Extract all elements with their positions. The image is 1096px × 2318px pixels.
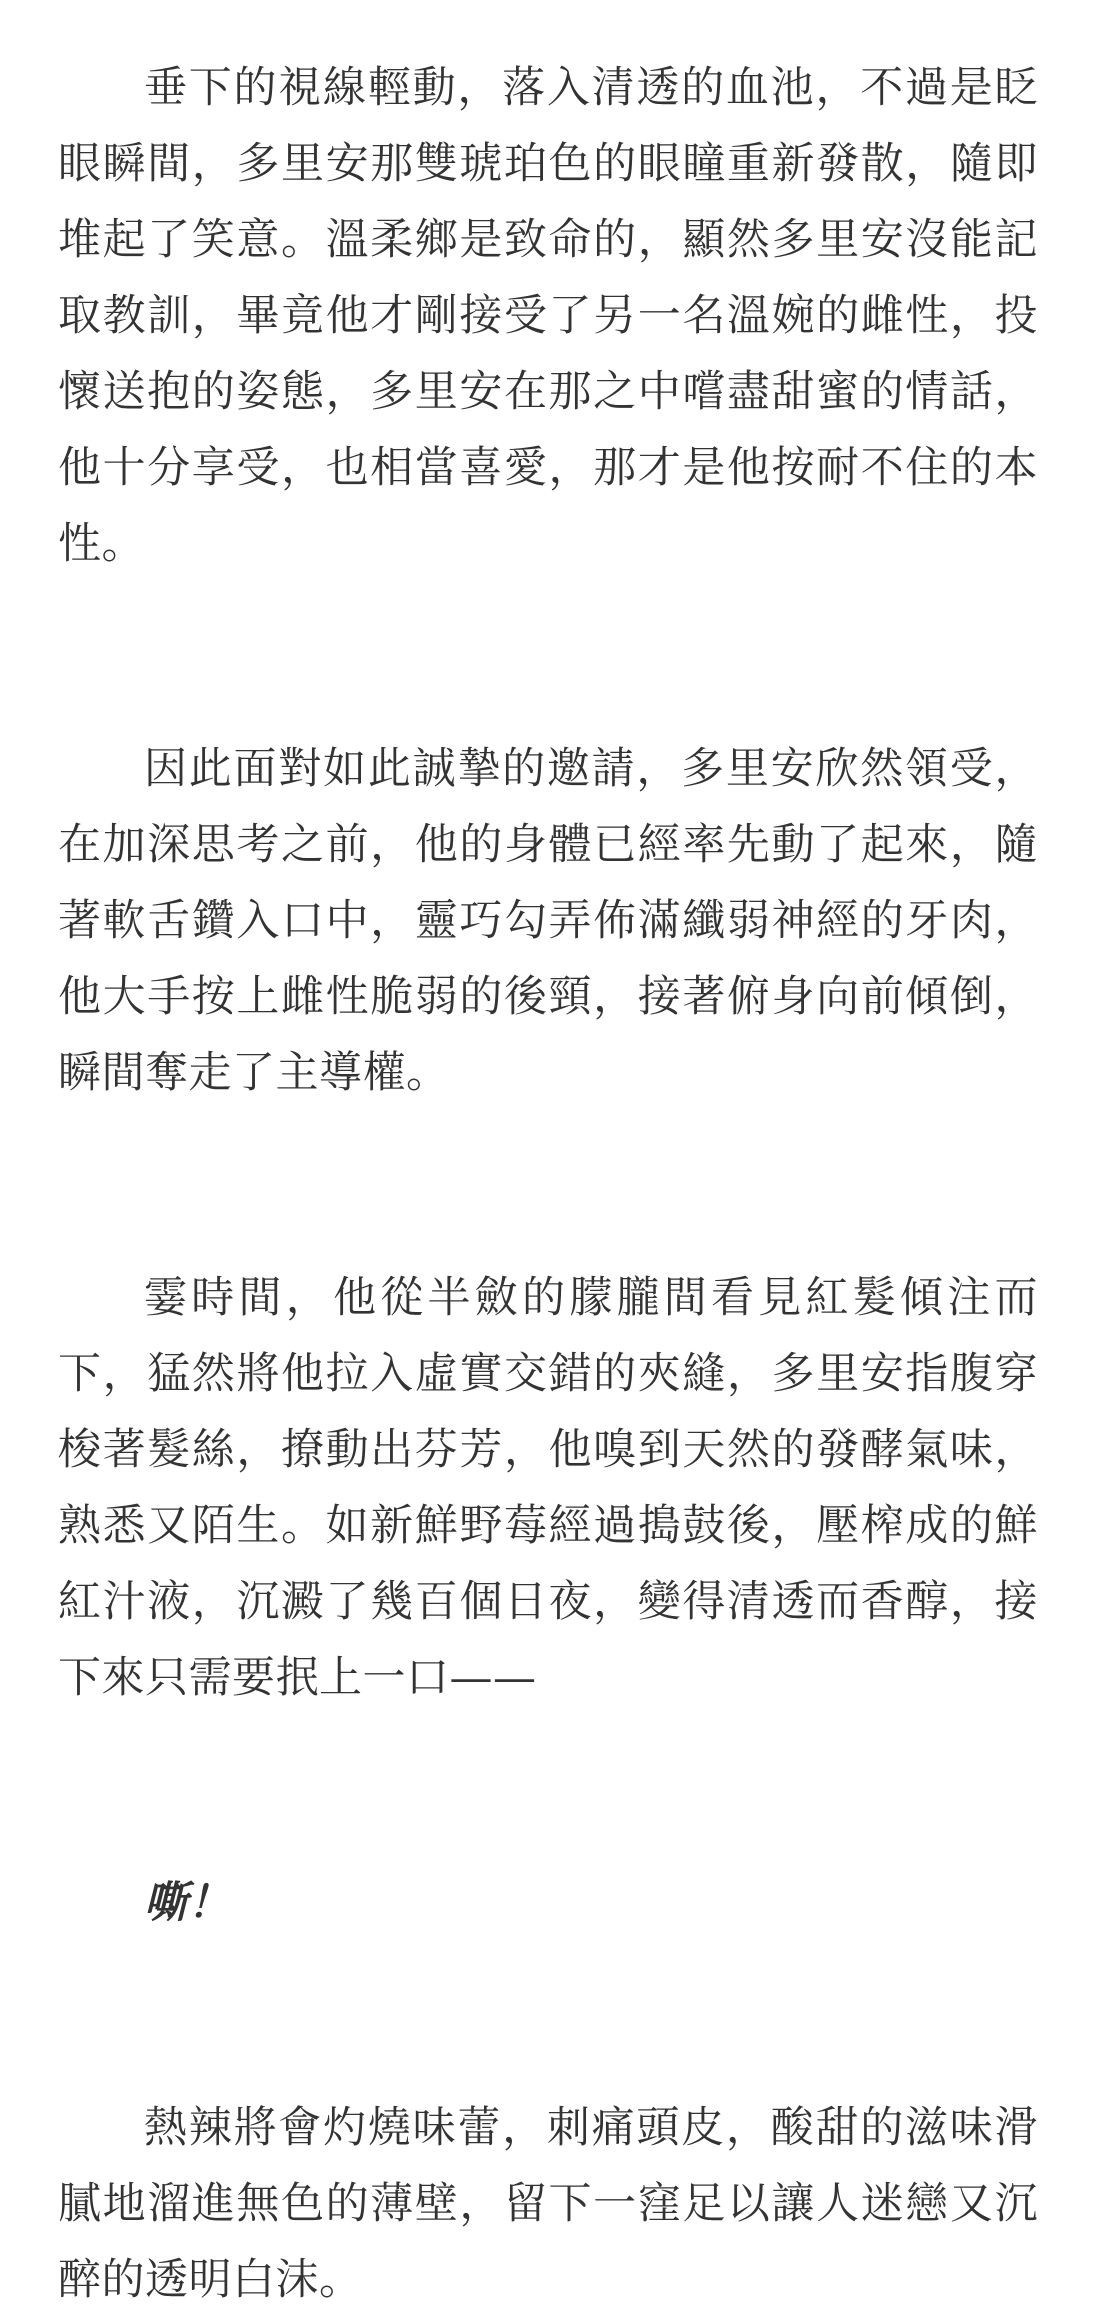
paragraph-spacer [58,582,1038,731]
sound-effect-line: 嘶！ [144,1878,231,1928]
paragraph-spacer [58,1941,1038,2090]
paragraph-spacer [58,1111,1038,1260]
paragraph-3: 霎時間，他從半斂的朦朧間看見紅髮傾注而下，猛然將他拉入虛實交錯的夾縫，多里安指腹穿梭著髮絲，撩動出芬芳，他嗅到天然的發酵氣味，熟悉又陌生。如新鮮野莓經過搗鼓後，壓榨成的鮮紅汁液，沉澱了幾百個日夜，變得清透而香醇，接下來只需要抿上一口—— [58,1273,1038,1703]
paragraph-2: 因此面對如此誠摯的邀請，多里安欣然領受，在加深思考之前，他的身體已經率先動了起來，隨著軟舌鑽入口中，靈巧勾弄佈滿纖弱神經的牙肉，他大手按上雌性脆弱的後頸，接著俯身向前傾倒，瞬間奪走了主導權。 [58,744,1038,1098]
paragraph-1: 垂下的視線輕動，落入清透的血池，不過是眨眼瞬間，多里安那雙琥珀色的眼瞳重新發散，隨即堆起了笑意。溫柔鄉是致命的，顯然多里安沒能記取教訓，畢竟他才剛接受了另一名溫婉的雌性，投懷送抱的姿態，多里安在那之中嚐盡甜蜜的情話，他十分享受，也相當喜愛，那才是他按耐不住的本性。 [58,63,1038,569]
paragraph-4: 熱辣將會灼燒味蕾，刺痛頭皮，酸甜的滋味滑膩地溜進無色的薄壁，留下一窪足以讓人迷戀又沉醉的透明白沫。 [58,2103,1038,2305]
paragraph-spacer [58,1716,1038,1865]
